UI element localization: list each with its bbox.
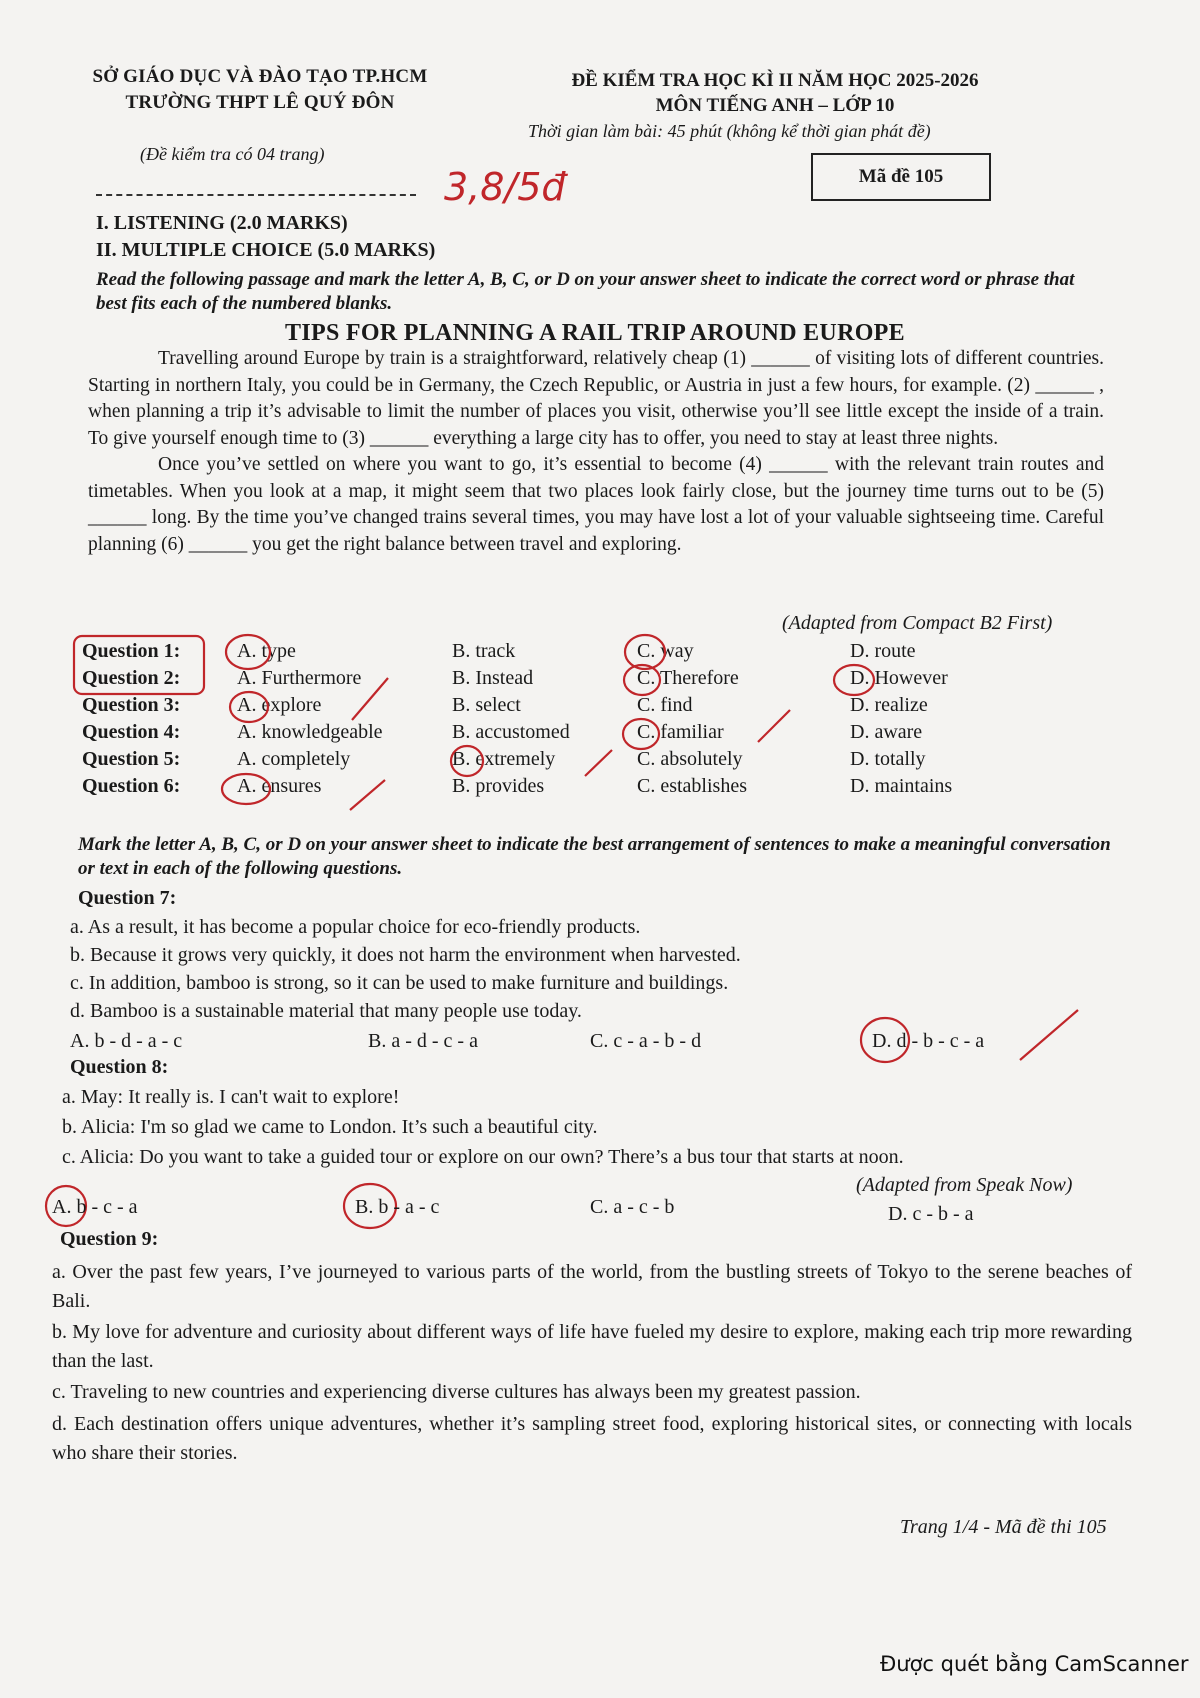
school-name: TRƯỜNG THPT LÊ QUÝ ĐÔN xyxy=(125,92,395,113)
option-c[interactable]: C. Therefore xyxy=(637,667,739,689)
instruction-2: Mark the letter A, B, C, or D on your answer sheet to indicate the best arrangement of sentences to make a meaningful conversation or text in each of the following questions. xyxy=(78,834,1111,879)
question-7-option-a[interactable]: A. b - d - a - c xyxy=(70,1030,183,1052)
question-9-sentence: a. Over the past few years, I’ve journeyed to various parts of the world, from the bustling streets of Tokyo to the serene beaches of Bali. xyxy=(52,1261,1132,1312)
question-9-sentence: b. My love for adventure and curiosity about different ways of life have fueled my desire to explore, making each trip more rewarding than the last. xyxy=(52,1321,1132,1372)
option-c[interactable]: C. establishes xyxy=(637,775,747,797)
option-b[interactable]: B. provides xyxy=(452,775,545,797)
question-label: Question 3: xyxy=(82,694,181,716)
passage-body xyxy=(88,346,1104,558)
option-c[interactable]: C. find xyxy=(637,694,693,716)
question-row xyxy=(82,775,1122,802)
check-mark xyxy=(1020,1010,1078,1060)
question-row xyxy=(82,694,1122,721)
question-7-sentence: d. Bamboo is a sustainable material that many people use today. xyxy=(70,1000,582,1022)
exam-title: ĐỀ KIỂM TRA HỌC KÌ II NĂM HỌC 2025-2026 xyxy=(571,70,979,91)
time-note: Thời gian làm bài: 45 phút (không kể thời gian phát đề) xyxy=(528,121,931,141)
option-d[interactable]: D. maintains xyxy=(850,775,953,797)
passage-paragraph-1: Travelling around Europe by train is a straightforward, relatively cheap (1) ______ of visiting lots of different countries. Starting in northern Italy, you could be in Germany, the Czech Republic, or Austria in just a few hours, for example. (2) ______ , when planning a trip it’s advisable to limit the number of places you visit, otherwise you’ll see little except the inside of a train. To give yourself enough time to (3) ______ everything a large city has to offer, you need to stay at least three nights. xyxy=(88,348,1104,449)
passage-source: (Adapted from Compact B2 First) xyxy=(782,612,1053,634)
option-d[interactable]: D. totally xyxy=(850,748,926,770)
option-a[interactable]: A. explore xyxy=(237,694,322,716)
page-number: Trang 1/4 - Mã đề thi 105 xyxy=(900,1516,1107,1538)
option-d[interactable]: D. However xyxy=(850,667,948,689)
section-multiple-choice: II. MULTIPLE CHOICE (5.0 MARKS) xyxy=(96,239,436,261)
passage-paragraph-2: Once you’ve settled on where you want to go, it’s essential to become (4) ______ with the relevant train routes and timetables. When you look at a map, it might seem that two places look fairly close, but the journey time turns out to be (5) ______ long. By the time you’ve changed trains several times, you may have lost a lot of your valuable sightseeing time. Careful planning (6) ______ you get the right balance between travel and exploring. xyxy=(88,454,1104,555)
option-b[interactable]: B. select xyxy=(452,694,521,716)
instruction-1: Read the following passage and mark the letter A, B, C, or D on your answer sheet to indicate the correct word or phrase that best fits each of the numbered blanks. xyxy=(96,269,1075,314)
question-8-line: c. Alicia: Do you want to take a guided tour or explore on our own? There’s a bus tour that starts at noon. xyxy=(62,1146,904,1168)
question-7-sentence: b. Because it grows very quickly, it does not harm the environment when harvested. xyxy=(70,944,741,966)
question-8-option-c[interactable]: C. a - c - b xyxy=(590,1196,675,1218)
question-8-line: a. May: It really is. I can't wait to explore! xyxy=(62,1086,400,1108)
option-c[interactable]: C. way xyxy=(637,640,694,662)
option-c[interactable]: C. familiar xyxy=(637,721,724,743)
question-row xyxy=(82,721,1122,748)
question-7-option-c[interactable]: C. c - a - b - d xyxy=(590,1030,702,1052)
signature-line xyxy=(96,194,416,196)
question-7-sentence: c. In addition, bamboo is strong, so it can be used to make furniture and buildings. xyxy=(70,972,729,994)
question-8-option-b[interactable]: B. b - a - c xyxy=(355,1196,440,1218)
question-7-label: Question 7: xyxy=(78,887,177,909)
option-b[interactable]: B. track xyxy=(452,640,516,662)
department-name: SỞ GIÁO DỤC VÀ ĐÀO TẠO TP.HCM xyxy=(92,66,428,87)
question-label: Question 2: xyxy=(82,667,181,689)
option-a[interactable]: A. Furthermore xyxy=(237,667,362,689)
question-8-source: (Adapted from Speak Now) xyxy=(856,1174,1073,1196)
exam-code: Mã đề 105 xyxy=(858,166,944,187)
question-label: Question 6: xyxy=(82,775,181,797)
option-a[interactable]: A. completely xyxy=(237,748,351,770)
exam-code-box xyxy=(811,153,991,201)
option-d[interactable]: D. aware xyxy=(850,721,923,743)
question-7-sentence: a. As a result, it has become a popular choice for eco-friendly products. xyxy=(70,916,641,938)
section-listening: I. LISTENING (2.0 MARKS) xyxy=(96,212,348,234)
option-c[interactable]: C. absolutely xyxy=(637,748,743,770)
passage-title: TIPS FOR PLANNING A RAIL TRIP AROUND EUROPE xyxy=(285,320,905,346)
question-label: Question 1: xyxy=(82,640,181,662)
question-row xyxy=(82,640,1122,667)
option-a[interactable]: A. ensures xyxy=(237,775,322,797)
option-d[interactable]: D. route xyxy=(850,640,916,662)
question-9-label: Question 9: xyxy=(60,1228,159,1250)
handwritten-score: 3,8/5đ xyxy=(444,165,566,209)
question-label: Question 5: xyxy=(82,748,181,770)
question-9-sentence: c. Traveling to new countries and experiencing diverse cultures has always been my greatest passion. xyxy=(52,1381,861,1403)
question-label: Question 4: xyxy=(82,721,181,743)
question-row xyxy=(82,748,1122,775)
question-7-option-d[interactable]: D. d - b - c - a xyxy=(872,1030,985,1052)
subject-title: MÔN TIẾNG ANH – LỚP 10 xyxy=(655,95,895,116)
option-b[interactable]: B. accustomed xyxy=(452,721,570,743)
question-8-option-a[interactable]: A. b - c - a xyxy=(52,1196,138,1218)
question-9-sentence: d. Each destination offers unique adventures, whether it’s sampling street food, exploring historical sites, or connecting with locals who share their stories. xyxy=(52,1413,1132,1464)
question-8-line: b. Alicia: I'm so glad we came to London. It’s such a beautiful city. xyxy=(62,1116,598,1138)
question-8-option-d[interactable]: D. c - b - a xyxy=(888,1203,974,1225)
pages-note: (Đề kiểm tra có 04 trang) xyxy=(140,144,325,164)
handwritten-score-mark xyxy=(440,160,620,230)
question-row xyxy=(82,667,1122,694)
question-7-option-b[interactable]: B. a - d - c - a xyxy=(368,1030,478,1052)
option-b[interactable]: B. Instead xyxy=(452,667,534,689)
question-8-label: Question 8: xyxy=(70,1056,169,1078)
option-d[interactable]: D. realize xyxy=(850,694,928,716)
option-b[interactable]: B. extremely xyxy=(452,748,556,770)
option-a[interactable]: A. type xyxy=(237,640,296,662)
option-a[interactable]: A. knowledgeable xyxy=(237,721,383,743)
scanner-watermark: Được quét bằng CamScanner xyxy=(880,1652,1189,1676)
